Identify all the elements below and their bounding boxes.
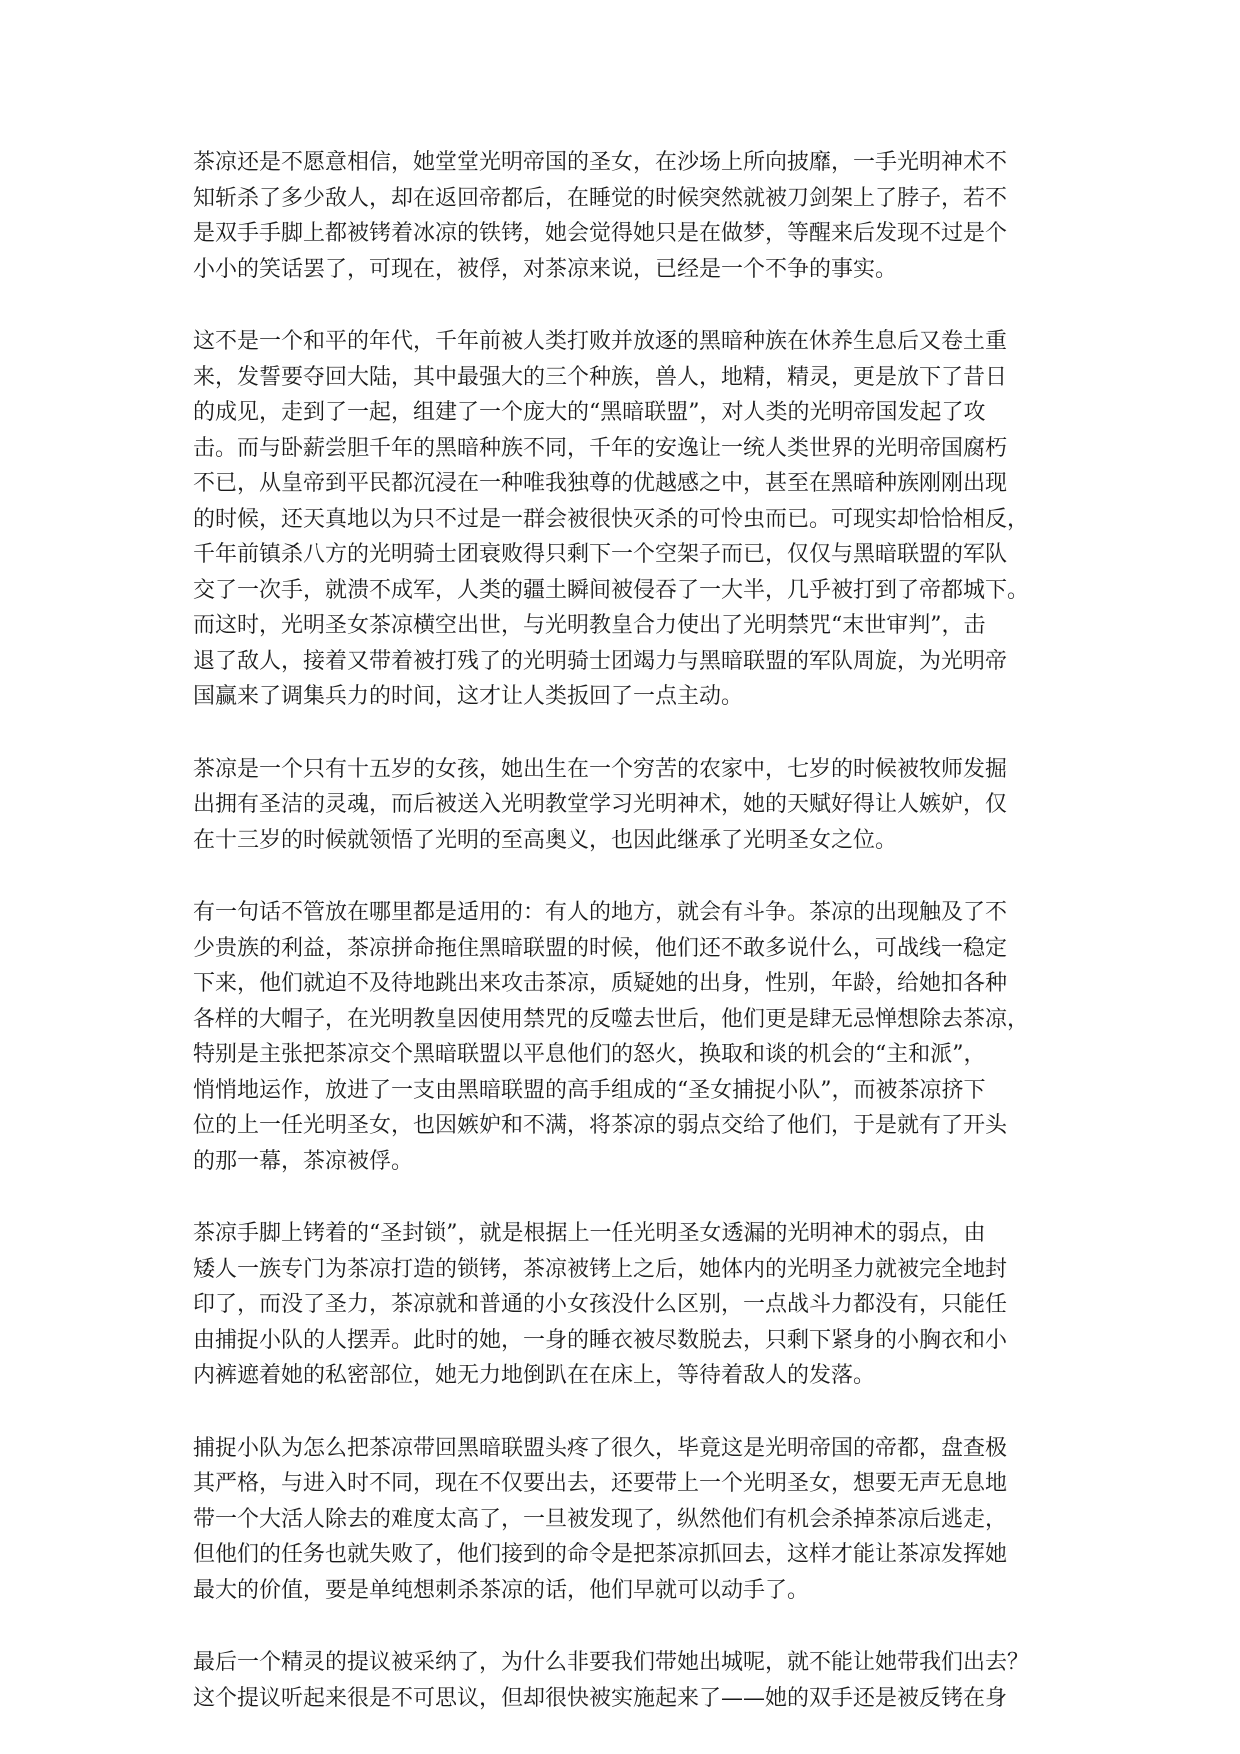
text-line: 印了，而没了圣力，茶凉就和普通的小女孩没什么区别，一点战斗力都没有，只能任 [193, 1292, 1008, 1317]
text-line: 交了一次手，就溃不成军，人类的疆土瞬间被侵吞了一大半，几乎被打到了帝都城下。 [193, 577, 1030, 603]
text-line: 击。而与卧薪尝胆千年的黑暗种族不同，千年的安逸让一统人类世界的光明帝国腐朽 [193, 435, 1008, 461]
text-line: 这个提议听起来很是不可思议，但却很快被实施起来了——她的双手还是被反铐在身 [193, 1685, 1008, 1711]
text-line: 位的上一任光明圣女，也因嫉妒和不满，将茶凉的弱点交给了他们，于是就有了开头 [193, 1113, 1008, 1138]
text-line: 小小的笑话罢了，可现在，被俘，对茶凉来说，已经是一个不争的事实。 [193, 256, 898, 282]
text-line: 矮人一族专门为茶凉打造的锁铐，茶凉被铐上之后，她体内的光明圣力就被完全地封 [193, 1256, 1008, 1282]
text-line: 带一个大活人除去的难度太高了，一旦被发现了，纵然他们有机会杀掉茶凉后逃走， [193, 1506, 1008, 1532]
text-line: 的那一幕，茶凉被俘。 [193, 1148, 414, 1174]
text-line: 捕捉小队为怎么把茶凉带回黑暗联盟头疼了很久，毕竟这是光明帝国的帝都，盘查极 [193, 1435, 1008, 1461]
paragraph [193, 895, 1053, 1179]
text-line: 但他们的任务也就失败了，他们接到的命令是把茶凉抓回去，这样才能让茶凉发挥她 [193, 1542, 1008, 1567]
text-line: 这不是一个和平的年代，千年前被人类打败并放逐的黑暗种族在休养生息后又卷土重 [193, 329, 1008, 354]
text-line: 的成见，走到了一起，组建了一个庞大的“黑暗联盟”，对人类的光明帝国发起了攻 [193, 400, 986, 425]
paragraph [193, 752, 1053, 859]
text-line: 内裤遮着她的私密部位，她无力地倒趴在在床上，等待着敌人的发落。 [193, 1363, 876, 1388]
text-line: 最后一个精灵的提议被采纳了，为什么非要我们带她出城呢，就不能让她带我们出去？ [193, 1650, 1030, 1675]
paragraph [193, 1431, 1053, 1609]
text-line: 有一句话不管放在哪里都是适用的：有人的地方，就会有斗争。茶凉的出现触及了不 [193, 900, 1008, 925]
paragraph [193, 1216, 1053, 1394]
paragraph [193, 1645, 1053, 1716]
text-line: 悄悄地运作，放进了一支由黑暗联盟的高手组成的“圣女捕捉小队”，而被茶凉挤下 [193, 1077, 986, 1103]
text-line: 各样的大帽子，在光明教皇因使用禁咒的反噬去世后，他们更是肆无忌惮想除去茶凉， [193, 1006, 1030, 1032]
text-line: 知斩杀了多少敌人，却在返回帝都后，在睡觉的时候突然就被刀剑架上了脖子，若不 [193, 185, 1008, 211]
text-line: 千年前镇杀八方的光明骑士团衰败得只剩下一个空架子而已，仅仅与黑暗联盟的军队 [193, 542, 1008, 567]
text-line: 特别是主张把茶凉交个黑暗联盟以平息他们的怒火，换取和谈的机会的“主和派”， [193, 1042, 986, 1067]
text-line: 而这时，光明圣女茶凉横空出世，与光明教皇合力使出了光明禁咒“末世审判”，击 [193, 613, 986, 638]
text-line: 不已，从皇帝到平民都沉浸在一种唯我独尊的优越感之中，甚至在黑暗种族刚刚出现 [193, 471, 1008, 496]
paragraph [193, 145, 1053, 287]
document-body [193, 145, 1053, 1753]
text-line: 最大的价值，要是单纯想刺杀茶凉的话，他们早就可以动手了。 [193, 1577, 810, 1603]
text-line: 少贵族的利益，茶凉拼命拖住黑暗联盟的时候，他们还不敢多说什么，可战线一稳定 [193, 935, 1008, 961]
text-line: 的时候，还天真地以为只不过是一群会被很快灭杀的可怜虫而已。可现实却恰恰相反， [193, 506, 1030, 532]
text-line: 国赢来了调集兵力的时间，这才让人类扳回了一点主动。 [193, 684, 744, 709]
text-line: 出拥有圣洁的灵魂，而后被送入光明教堂学习光明神术，她的天赋好得让人嫉妒，仅 [193, 792, 1008, 817]
text-line: 是双手手脚上都被铐着冰凉的铁铐，她会觉得她只是在做梦，等醒来后发现不过是个 [193, 221, 1008, 246]
text-line: 在十三岁的时候就领悟了光明的至高奥义，也因此继承了光明圣女之位。 [193, 827, 898, 853]
text-line: 退了敌人，接着又带着被打残了的光明骑士团竭力与黑暗联盟的军队周旋，为光明帝 [193, 648, 1008, 674]
text-line: 由捕捉小队的人摆弄。此时的她，一身的睡衣被尽数脱去，只剩下紧身的小胸衣和小 [193, 1327, 1008, 1353]
paragraph [193, 324, 1053, 715]
text-line: 来，发誓要夺回大陆，其中最强大的三个种族，兽人，地精，精灵，更是放下了昔日 [193, 364, 1008, 390]
text-line: 茶凉手脚上铐着的“圣封锁”，就是根据上一任光明圣女透漏的光明神术的弱点，由 [193, 1221, 986, 1246]
text-line: 下来，他们就迫不及待地跳出来攻击茶凉，质疑她的出身，性别，年龄，给她扣各种 [193, 971, 1008, 996]
text-line: 茶凉是一个只有十五岁的女孩，她出生在一个穷苦的农家中，七岁的时候被牧师发掘 [193, 756, 1008, 782]
text-line: 其严格，与进入时不同，现在不仅要出去，还要带上一个光明圣女，想要无声无息地 [193, 1471, 1008, 1496]
text-line: 茶凉还是不愿意相信，她堂堂光明帝国的圣女，在沙场上所向披靡，一手光明神术不 [193, 150, 1008, 175]
